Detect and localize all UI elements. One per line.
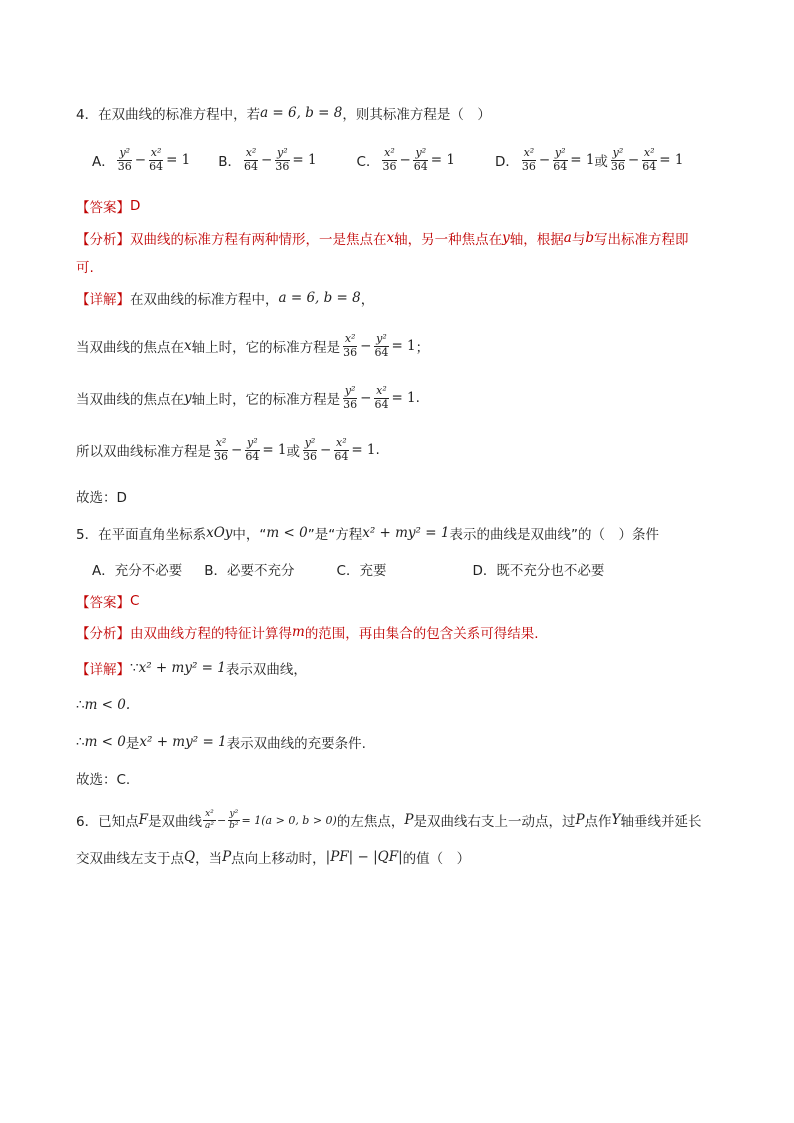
var-y: y	[184, 390, 192, 406]
fraction	[301, 437, 319, 463]
fraction	[380, 147, 398, 173]
fraction-num: x²	[376, 383, 387, 397]
fraction-num: y²	[119, 145, 131, 159]
fraction-num: y²	[344, 383, 356, 397]
detail-text: 是	[125, 736, 140, 752]
equals-one: = 1	[292, 152, 317, 168]
q6-stem-text: 点向上移动时，	[231, 851, 326, 867]
fraction-den: a²	[204, 820, 214, 831]
fraction	[147, 147, 165, 173]
var-Q: Q	[184, 849, 196, 865]
minus-sign: −	[360, 338, 372, 354]
detail-text: 表示双曲线的充要条件.	[226, 736, 366, 752]
fraction-num: x²	[643, 145, 655, 159]
choice-text: 故选：D	[76, 490, 127, 506]
q6-stem-text: 点作	[584, 814, 612, 830]
q5-choice	[76, 768, 130, 788]
q6-stem-text: 交双曲线左支于点	[76, 851, 184, 867]
answer-tag: 【答案】	[76, 200, 130, 216]
analysis-text: 轴，另一种焦点在	[394, 232, 503, 248]
q4-detail-y-axis	[76, 378, 420, 418]
var-b: b	[585, 230, 594, 246]
fraction	[520, 147, 538, 173]
detail-text: 当双曲线的焦点在	[76, 340, 184, 356]
detail-text: 在双曲线的标准方程中，	[130, 292, 279, 308]
q4-detail-x-axis	[76, 326, 429, 366]
q4-option-a-label: A．	[92, 154, 115, 170]
fraction-num: y²	[229, 809, 239, 820]
q4-option-d[interactable]	[495, 147, 683, 173]
fraction-num: x²	[150, 145, 162, 159]
analysis-text: 可.	[76, 260, 94, 276]
analysis-tag: 【分析】	[76, 232, 130, 248]
var-Y: Y	[611, 812, 621, 828]
q5-detail-m	[76, 695, 130, 715]
q4-stem-text-a: 4．在双曲线的标准方程中，若	[76, 107, 261, 123]
detail-text: ，	[360, 292, 375, 308]
fraction-num: x²	[336, 435, 347, 449]
minus-sign: −	[216, 813, 227, 827]
analysis-text: 的范围，再由集合的包含关系可得结果.	[304, 626, 539, 642]
q4-detail	[76, 288, 374, 308]
q5-m-range: m < 0	[84, 734, 126, 750]
analysis-text: 由双曲线方程的特征计算得	[130, 626, 292, 642]
detail-text: 当双曲线的焦点在	[76, 392, 184, 408]
fraction-den: 36	[303, 449, 318, 463]
fraction-den: 64	[374, 345, 389, 359]
var-m: m	[292, 624, 305, 640]
fraction	[412, 147, 430, 173]
fraction-num: x²	[384, 145, 395, 159]
answer-value: C	[130, 593, 140, 609]
minus-sign: −	[261, 152, 273, 168]
detail-text: ；	[415, 340, 430, 356]
equals-one: = 1	[351, 442, 376, 458]
q5-detail	[76, 658, 307, 678]
detail-condition: a = 6, b = 8	[278, 290, 361, 306]
equals-one: = 1	[659, 152, 684, 168]
coord-system: xOy	[206, 525, 233, 541]
fraction-den: 36	[382, 159, 397, 173]
q5-option-b[interactable]: B．必要不充分	[204, 563, 295, 579]
q5-detail-equation: x² + my² = 1	[139, 734, 227, 750]
fraction-num: y²	[376, 331, 387, 345]
or-text: 或	[594, 154, 608, 170]
equals-one: = 1	[570, 152, 595, 168]
var-P: P	[575, 812, 585, 828]
fraction-den: 36	[214, 449, 228, 463]
q5-equation: x² + my² = 1	[362, 525, 450, 541]
answer-tag: 【答案】	[76, 595, 130, 611]
fraction	[116, 147, 134, 173]
fraction	[372, 333, 390, 359]
q5-option-c[interactable]: C．充要	[336, 563, 387, 579]
fraction	[551, 147, 569, 173]
q4-options	[92, 140, 683, 180]
fraction-num: y²	[304, 435, 316, 449]
fraction	[341, 385, 359, 411]
fraction-num: y²	[554, 145, 566, 159]
q5-stem-text: 表示的曲线是双曲线”的（ ）条件	[449, 527, 659, 543]
q6-stem-text: 的左焦点，	[336, 814, 405, 830]
detail-text: 所以双曲线标准方程是	[76, 444, 211, 460]
analysis-text: 双曲线的标准方程有两种情形，一是焦点在	[130, 232, 387, 248]
minus-sign: −	[231, 442, 243, 458]
q5-analysis	[76, 622, 539, 642]
fraction-num: y²	[277, 145, 288, 159]
q4-analysis-cont	[76, 256, 94, 276]
fraction-den: 64	[374, 397, 389, 411]
var-x: x	[184, 338, 192, 354]
detail-text: .	[375, 442, 380, 458]
fraction	[243, 437, 261, 463]
fraction	[227, 809, 240, 831]
q4-stem-text-b: ，则其标准方程是（ ）	[342, 107, 491, 123]
minus-sign: −	[399, 152, 411, 168]
q5-stem-text: 中，“	[232, 527, 267, 543]
detail-text: 轴上时，它的标准方程是	[191, 340, 341, 356]
fraction-den: 64	[642, 159, 657, 173]
fraction-den: b²	[229, 820, 239, 831]
detail-tag: 【详解】	[76, 292, 130, 308]
fraction-den: 36	[343, 345, 358, 359]
therefore-symbol: ∴	[76, 734, 85, 750]
q5-condition: m < 0	[266, 525, 308, 541]
var-a: a	[563, 230, 572, 246]
fraction-den: 36	[610, 159, 625, 173]
q5-m-range: m < 0.	[84, 697, 131, 713]
q5-options	[92, 559, 604, 579]
fraction-den: 36	[275, 159, 290, 173]
q6-stem	[76, 802, 701, 838]
fraction	[372, 385, 390, 411]
q5-stem-text: 5．在平面直角坐标系	[76, 527, 207, 543]
q4-option-c[interactable]	[357, 147, 455, 173]
fraction-den: 36	[521, 159, 536, 173]
detail-text: 轴上时，它的标准方程是	[191, 392, 341, 408]
minus-sign: −	[360, 390, 372, 406]
answer-value: D	[130, 198, 141, 214]
q4-detail-summary	[76, 430, 380, 470]
q4-answer	[76, 196, 140, 216]
fraction-den: 64	[149, 159, 164, 173]
equals-one: = 1	[391, 338, 416, 354]
var-P: P	[404, 812, 414, 828]
var-x: x	[386, 230, 395, 246]
fraction-num: y²	[247, 435, 258, 449]
var-F: F	[138, 812, 148, 828]
q5-detail-equation: x² + my² = 1	[138, 660, 226, 676]
q4-option-b[interactable]	[218, 147, 316, 173]
q6-stem-text: ，当	[195, 851, 223, 867]
or-text: 或	[286, 444, 301, 460]
fraction-den: 64	[245, 449, 260, 463]
fraction-num: y²	[612, 145, 624, 159]
detail-text: 表示双曲线，	[225, 662, 307, 678]
q4-choice	[76, 486, 127, 506]
equals-one: = 1	[391, 390, 416, 406]
choice-text: 故选：C.	[76, 772, 131, 788]
fraction	[212, 437, 230, 463]
fraction-den: 64	[334, 449, 349, 463]
fraction-num: x²	[215, 435, 227, 449]
q5-option-a[interactable]: A．充分不必要	[92, 563, 183, 579]
fraction-den: 64	[553, 159, 568, 173]
equals-one: = 1	[430, 152, 455, 168]
q5-stem	[76, 523, 659, 543]
fraction	[332, 437, 350, 463]
equals-one: = 1	[166, 152, 191, 168]
fraction	[640, 147, 658, 173]
fraction-num: x²	[245, 145, 257, 159]
fraction-den: 36	[117, 159, 132, 173]
analysis-text: 与	[571, 232, 586, 248]
therefore-symbol: ∴	[76, 697, 85, 713]
q5-stem-text: ”是“方程	[307, 527, 363, 543]
minus-sign: −	[320, 442, 332, 458]
fraction-den: 36	[343, 397, 358, 411]
q6-stem-text: 是双曲线	[147, 814, 202, 830]
q4-stem	[76, 103, 491, 123]
because-symbol: ∵	[130, 660, 139, 676]
fraction-den: 64	[244, 159, 259, 173]
q4-option-a[interactable]	[92, 147, 190, 173]
q4-analysis	[76, 228, 688, 248]
q6-stem-line2	[76, 846, 470, 868]
fraction-num: x²	[523, 145, 535, 159]
fraction-num: x²	[205, 809, 214, 820]
q4-option-c-label: C．	[356, 154, 380, 170]
fraction	[273, 147, 291, 173]
fraction-num: y²	[415, 145, 427, 159]
q6-stem-text: 的值（ ）	[402, 851, 471, 867]
q4-condition: a = 6, b = 8	[260, 105, 343, 121]
fraction	[203, 809, 216, 831]
q5-answer	[76, 591, 139, 611]
q6-abs-expression: |PF| − |QF|	[325, 849, 403, 865]
q4-option-b-label: B．	[218, 154, 242, 170]
detail-tag: 【详解】	[76, 662, 130, 678]
analysis-text: 写出标准方程即	[593, 232, 689, 248]
fraction	[609, 147, 627, 173]
fraction	[242, 147, 260, 173]
var-y: y	[502, 230, 510, 246]
q5-detail-conclusion	[76, 732, 366, 752]
q4-option-d-label: D．	[495, 154, 519, 170]
q6-stem-text: 是双曲线右支上一动点，过	[413, 814, 576, 830]
q5-option-d[interactable]: D．既不充分也不必要	[472, 563, 605, 579]
equals-one: = 1	[262, 442, 287, 458]
analysis-text: 轴，根据	[509, 232, 564, 248]
q6-stem-text: 轴垂线并延长	[620, 814, 702, 830]
var-P: P	[222, 849, 232, 865]
q6-condition: = 1(a > 0, b > 0)	[241, 813, 337, 827]
minus-sign: −	[538, 152, 551, 168]
fraction-num: x²	[344, 331, 356, 345]
fraction	[341, 333, 359, 359]
q6-stem-text: 6．已知点	[76, 814, 139, 830]
fraction-den: 64	[413, 159, 428, 173]
minus-sign: −	[627, 152, 640, 168]
minus-sign: −	[134, 152, 147, 168]
detail-text: .	[415, 390, 420, 406]
analysis-tag: 【分析】	[76, 626, 130, 642]
